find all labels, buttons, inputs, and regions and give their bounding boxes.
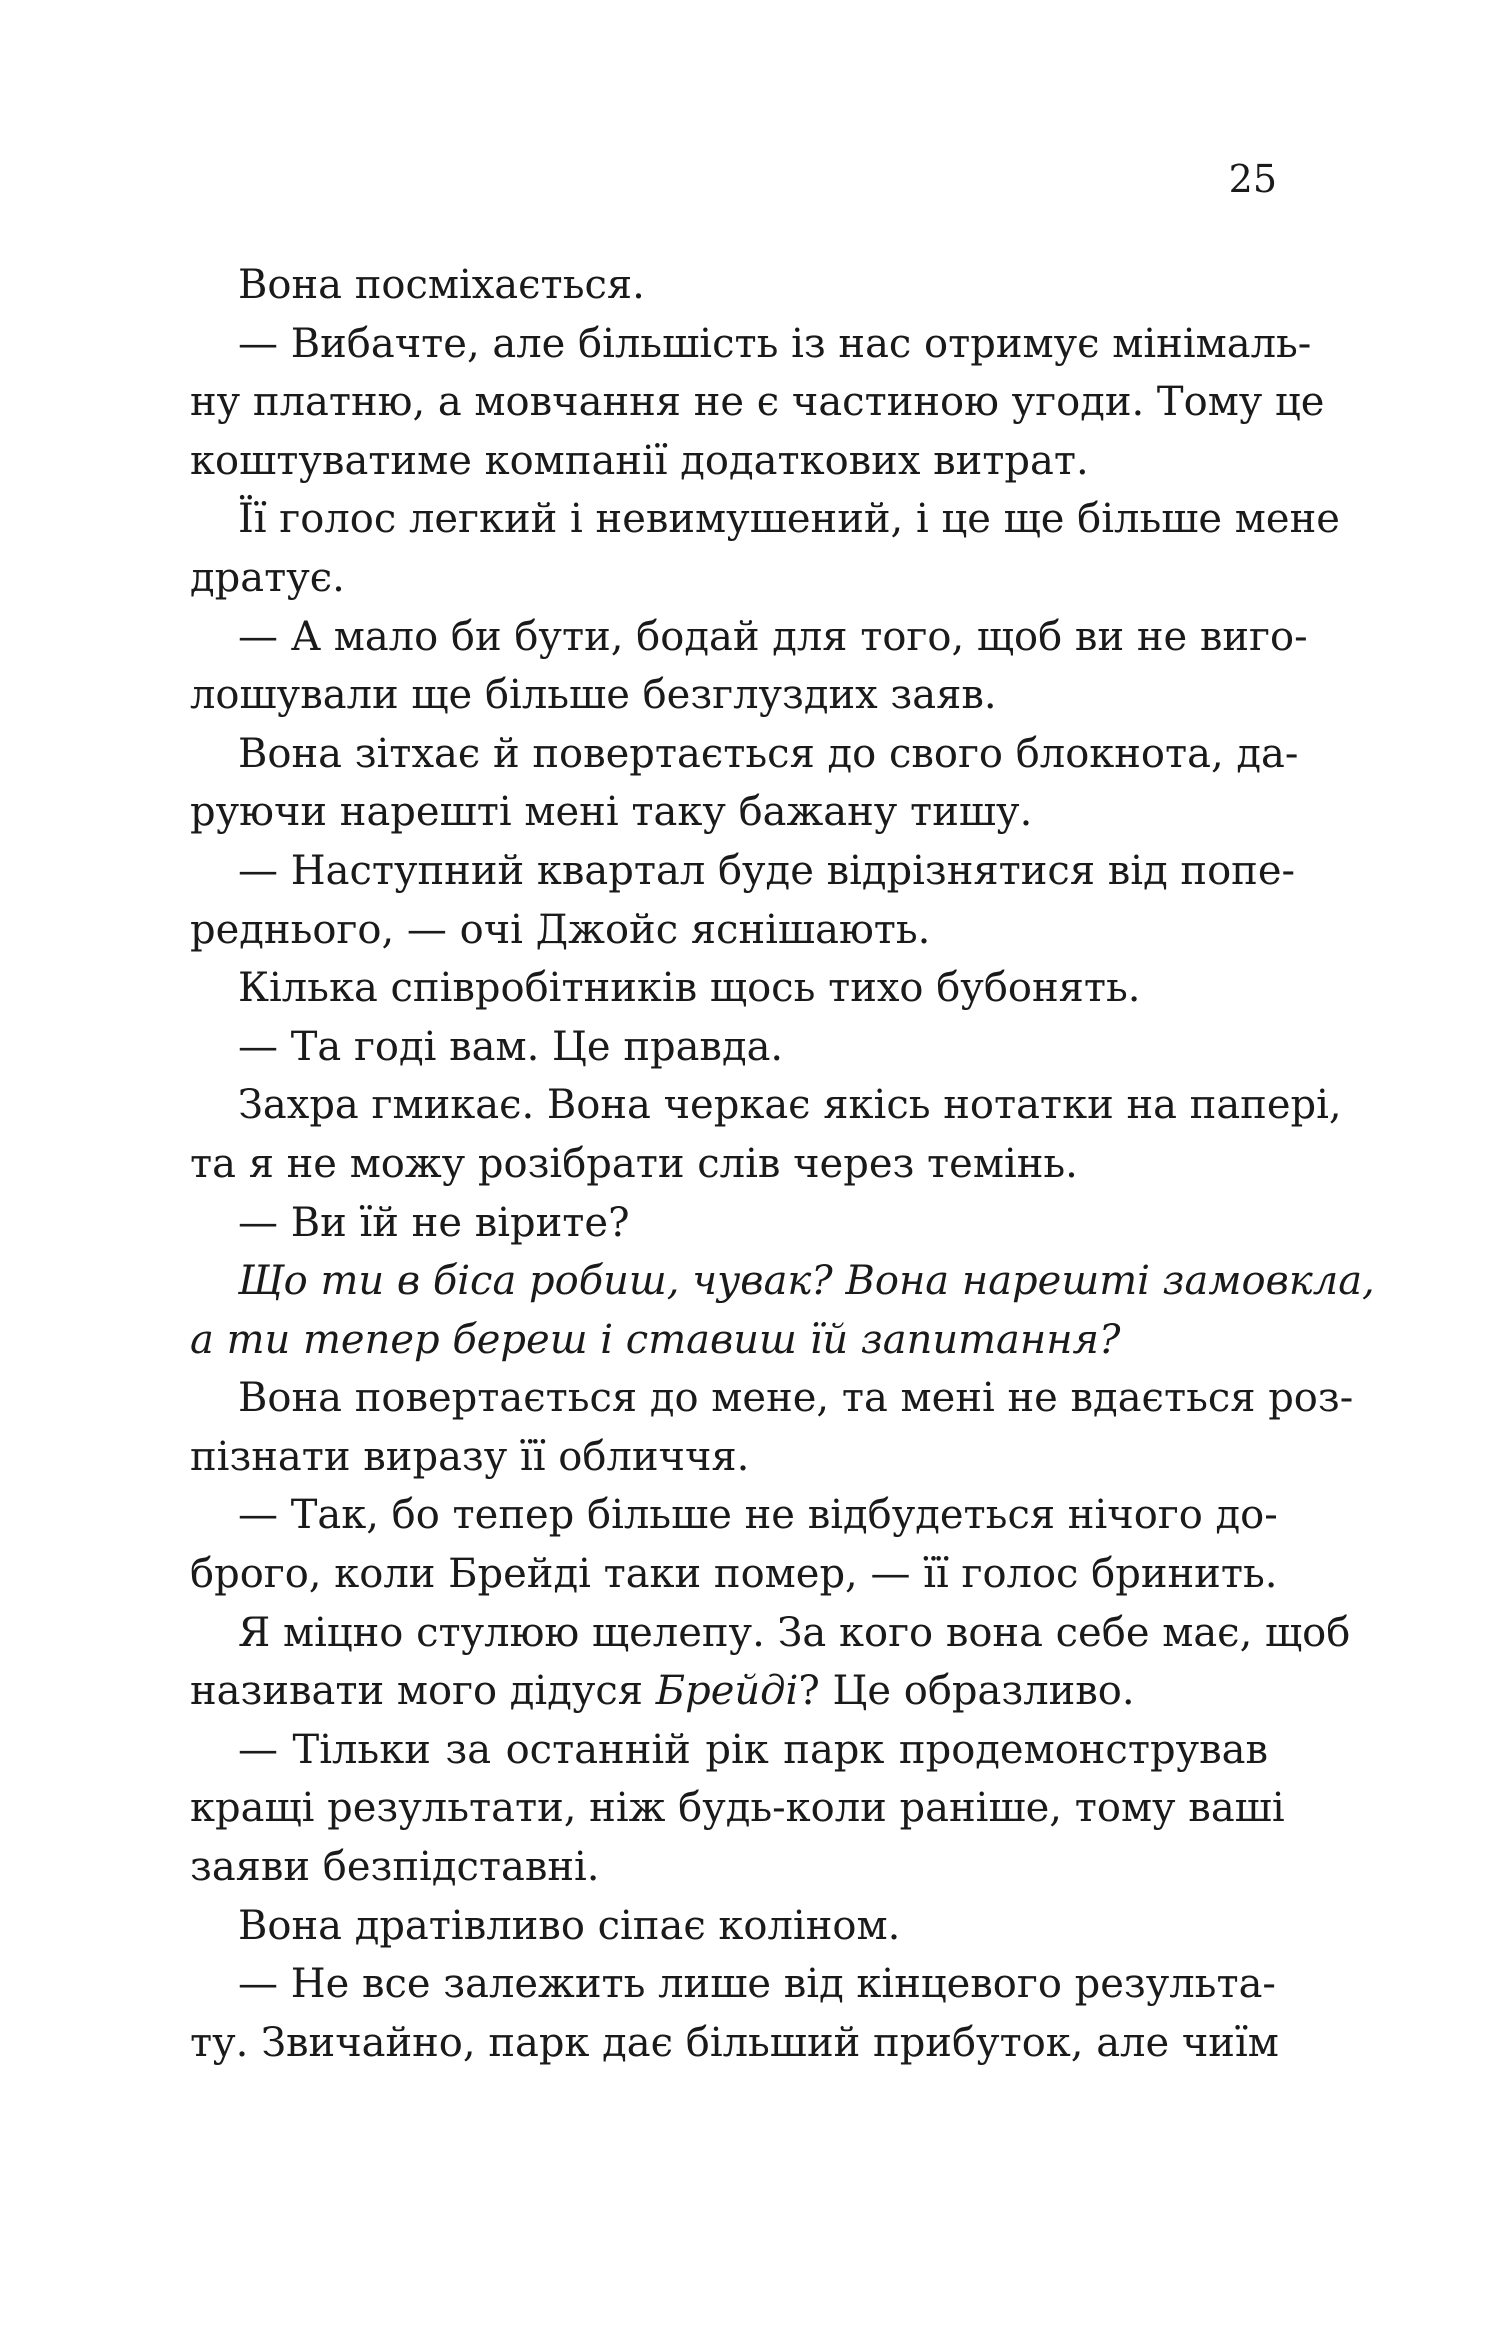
text-line	[190, 1662, 1268, 1721]
text-line: кращі результати, ніж будь-коли раніше, тому ваші	[190, 1785, 1285, 1832]
text-line: дратує.	[190, 554, 345, 601]
text-line: Вона повертається до мене, та мені не вдається роз-	[238, 1375, 1354, 1422]
text-line: Захра гмикає. Вона черкає якісь нотатки на папері,	[238, 1082, 1342, 1129]
text-line: — Не все залежить лише від кінцевого результа-	[238, 1961, 1276, 2008]
text-line: ту. Звичайно, парк дає більший прибуток, але чиїм	[190, 2019, 1279, 2066]
text-line: пізнати виразу її обличчя.	[190, 1433, 750, 1480]
text-line: Що ти в біса робиш, чувак? Вона нарешті замовкла,	[238, 1258, 1375, 1305]
text-line: Її голос легкий і невимушений, і це ще більше мене	[238, 496, 1340, 543]
text-line: — Так, бо тепер більше не відбудеться нічого до-	[238, 1492, 1278, 1539]
text-segment: ? Це образливо.	[798, 1668, 1135, 1715]
text-line: реднього, — очі Джойс яснішають.	[190, 906, 931, 953]
text-line: — Ви їй не вірите?	[238, 1199, 630, 1246]
text-line: Вона зітхає й повертається до свого блокнота, да-	[238, 730, 1299, 777]
text-line: Вона посміхається.	[238, 262, 645, 308]
text-line: ну платню, а мовчання не є частиною угоди. Тому це	[190, 379, 1325, 426]
text-line: лошували ще більше безглуздих заяв.	[190, 672, 997, 719]
text-line: Я міцно стулюю щелепу. За кого вона себе має, щоб	[238, 1609, 1351, 1656]
text-line: брого, коли Брейді таки помер, — її голос бринить.	[190, 1551, 1278, 1598]
text-line: — Та годі вам. Це правда.	[238, 1023, 784, 1070]
text-line: — Вибачте, але більшість із нас отримує мінімаль-	[238, 320, 1312, 367]
italic-name: Брейді	[655, 1668, 799, 1715]
text-line: руючи нарешті мені таку бажану тишу.	[190, 789, 1033, 836]
text-line: а ти тепер береш і ставиш їй запитання?	[190, 1316, 1121, 1363]
body-text	[190, 256, 1375, 2072]
text-line: коштуватиме компанії додаткових витрат.	[190, 437, 1089, 484]
page-number: 25	[1228, 157, 1277, 201]
text-line: заяви безпідставні.	[190, 1844, 600, 1891]
text-line: — А мало би бути, бодай для того, щоб ви не виго-	[238, 613, 1308, 660]
text-line: та я не можу розібрати слів через темінь.	[190, 1140, 1078, 1187]
text-line: Кілька співробітників щось тихо бубонять.	[238, 965, 1141, 1012]
text-line: Вона дратівливо сіпає коліном.	[238, 1902, 901, 1949]
text-line: — Тільки за останній рік парк продемонстрував	[238, 1726, 1268, 1773]
text-segment: називати мого дідуся	[190, 1668, 656, 1715]
text-line: — Наступний квартал буде відрізнятися від попе-	[238, 847, 1296, 894]
